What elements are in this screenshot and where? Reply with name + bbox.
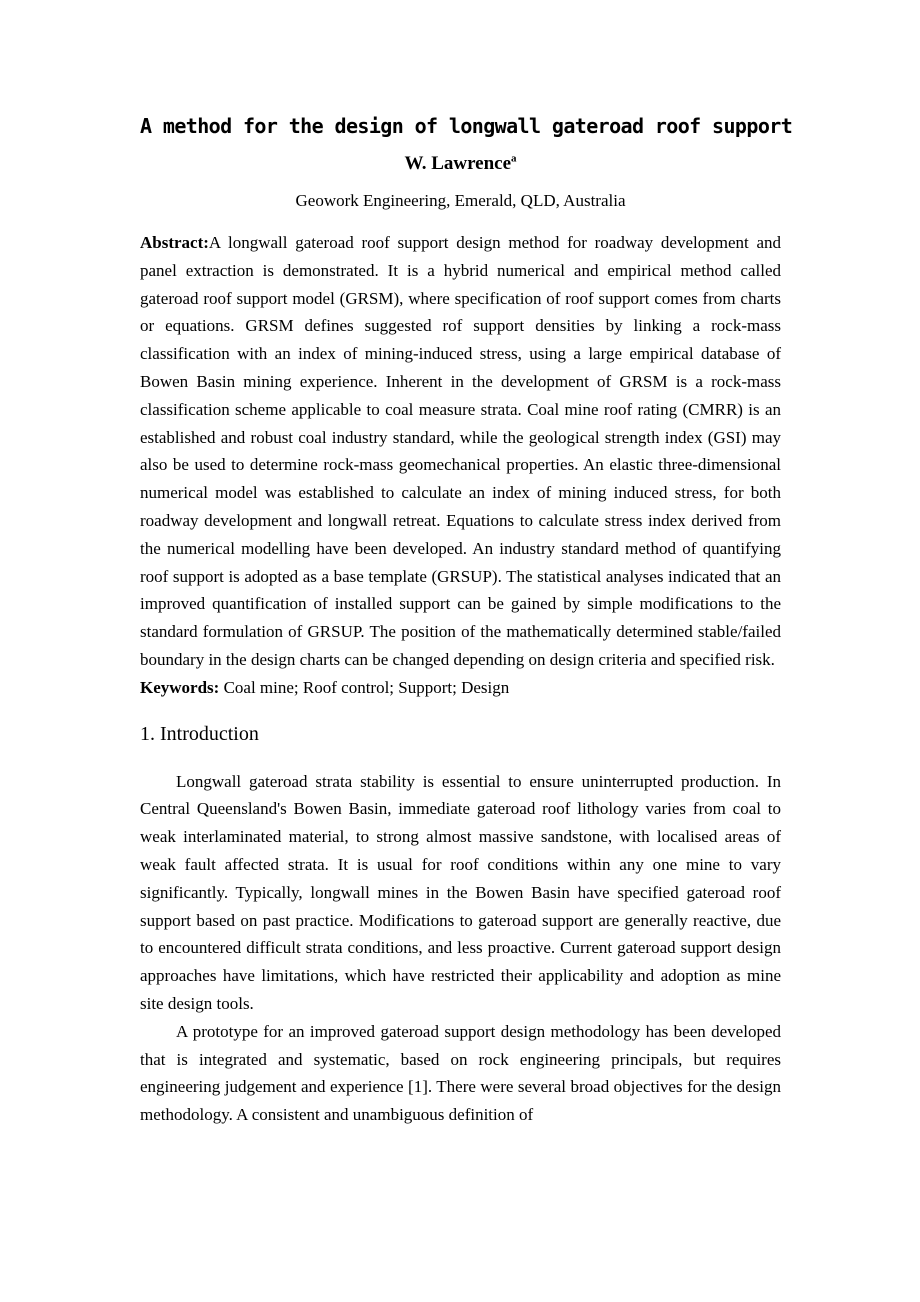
affiliation: Geowork Engineering, Emerald, QLD, Australia (295, 191, 626, 210)
body-paragraph: Longwall gateroad strata stability is essential to ensure uninterrupted production. In Central Queensland's Bowen Basin, immediate gateroad roof lithology varies from coal to weak interlaminated material, to strong almost massive sandstone, with localised areas of weak fault affected strata. It is usual for roof conditions within any one mine to vary significantly. Typically, longwall mines in the Bowen Basin have specified gateroad roof support based on past practice. Modifications to gateroad support are generally reactive, due to encountered difficult strata conditions, and less proactive. Current gateroad support design approaches have limitations, which have restricted their applicability and adoption as mine site design tools. (140, 771, 781, 1013)
section-heading-introduction: 1. Introduction (140, 722, 259, 745)
author-line (140, 152, 781, 176)
affiliation-marker: a (511, 152, 517, 165)
abstract (140, 229, 781, 674)
author-name: W. Lawrence (404, 153, 512, 174)
keywords-label: Keywords: (140, 677, 220, 697)
keywords-text: Coal mine; Roof control; Support; Design (219, 677, 510, 697)
body-paragraph: A prototype for an improved gateroad support design methodology has been developed that is integrated and systematic, based on rock engineering principals, but requires engineering judgement and experience [1]. There were several broad objectives for the design methodology. A consistent and unambiguous definition of (140, 1021, 781, 1125)
paper-page (140, 112, 793, 1129)
abstract-label: Abstract: (140, 233, 209, 252)
abstract-text: A longwall gateroad roof support design method for roadway development and panel extraction is demonstrated. It is a hybrid numerical and empirical method called gateroad roof support model (GRSM), where specification of roof support comes from charts or equations. GRSM defines suggested rof support densities by linking a rock-mass classification with an index of mining-induced stress, using a large empirical database of Bowen Basin mining experience. Inherent in the development of GRSM is a rock-mass classification scheme applicable to coal measure strata. Coal mine roof rating (CMRR) is an established and robust coal industry standard, while the geological strength index (GSI) may also be used to determine rock-mass geomechanical properties. An elastic three-dimensional numerical model was established to calculate an index of mining induced stress, for both roadway development and longwall retreat. Equations to calculate stress index derived from the numerical modelling have been developed. An industry standard method of quantifying roof support is adopted as a base template (GRSUP). The statistical analyses indicated that an improved quantification of installed support can be gained by simple modifications to the standard formulation of GRSUP. The position of the mathematically determined stable/failed boundary in the design charts can be changed depending on design criteria and specified risk. (140, 233, 781, 669)
paper-title: A method for the design of longwall gateroad roof support (140, 114, 793, 138)
keywords (140, 674, 781, 702)
